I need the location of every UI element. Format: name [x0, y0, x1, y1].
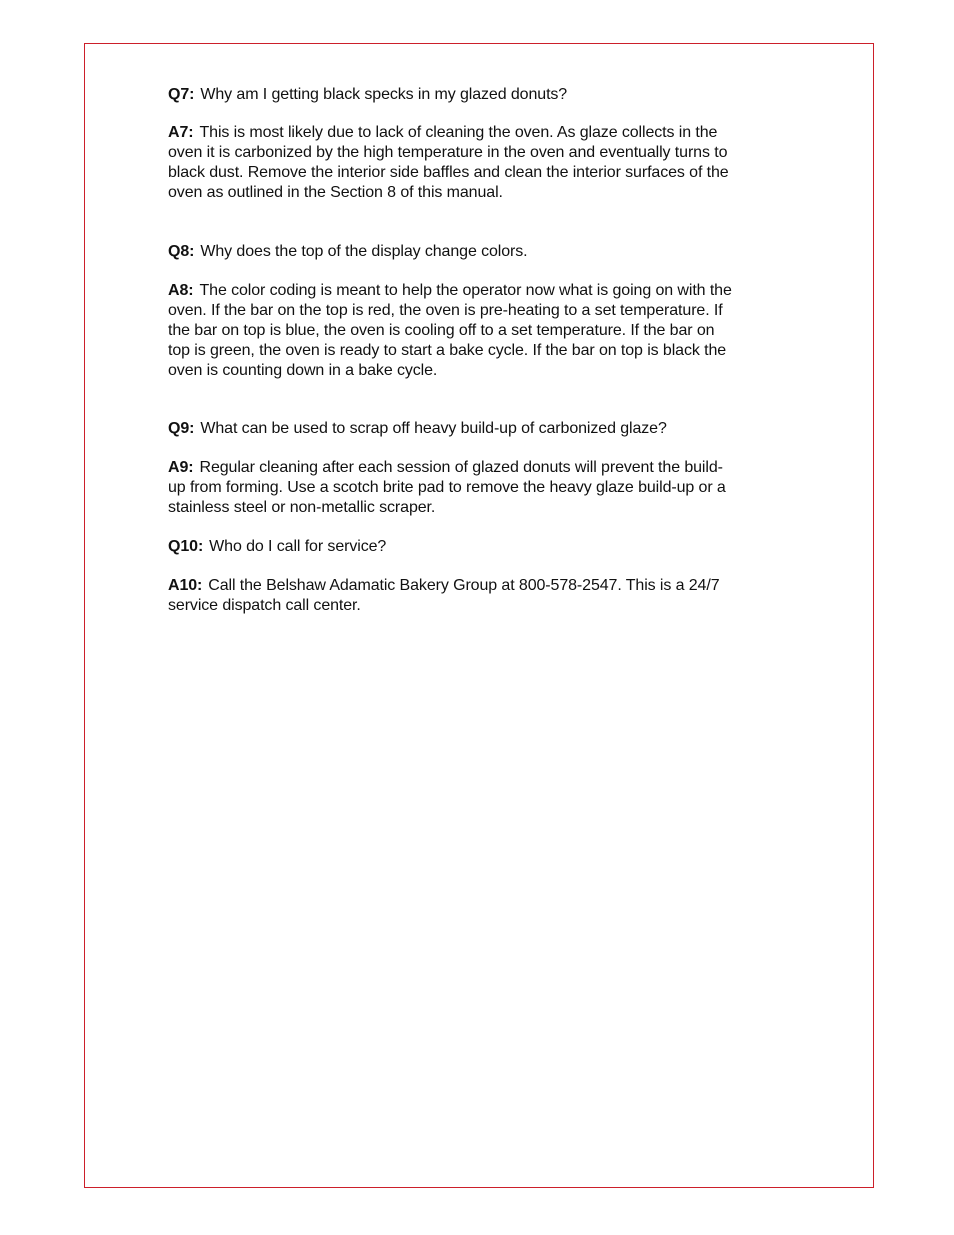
- answer-line: oven. If the bar on the top is red, the oven is pre-heating to a set temperature. If: [168, 302, 723, 319]
- answer-line: [168, 281, 788, 301]
- question-line: [168, 85, 788, 105]
- answer-line: service dispatch call center.: [168, 597, 361, 614]
- question-label: Q8:: [168, 243, 195, 260]
- answer-line: [168, 576, 788, 596]
- answer-a9: [168, 458, 788, 518]
- question-text: Why am I getting black specks in my glazed donuts?: [200, 86, 568, 103]
- answer-label: A10:: [168, 577, 203, 594]
- answer-label: A8:: [168, 282, 194, 299]
- question-text: Why does the top of the display change colors.: [200, 243, 528, 260]
- answer-line: top is green, the oven is ready to start a bake cycle. If the bar on top is black the: [168, 342, 727, 359]
- answer-line: up from forming. Use a scotch brite pad to remove the heavy glaze build-up or a: [168, 479, 726, 496]
- question-q7: [168, 85, 788, 105]
- answer-label: A9:: [168, 459, 194, 476]
- answer-line: oven is counting down in a bake cycle.: [168, 362, 438, 379]
- answer-line: oven it is carbonized by the high temperature in the oven and eventually turns to: [168, 144, 728, 161]
- answer-a10: [168, 576, 788, 616]
- answer-text: This is most likely due to lack of cleaning the oven. As glaze collects in the: [199, 124, 718, 141]
- question-q8: [168, 242, 788, 262]
- answer-a8: [168, 281, 788, 381]
- question-label: Q9:: [168, 420, 195, 437]
- question-line: [168, 242, 788, 262]
- question-q10: [168, 537, 788, 557]
- answer-a7: [168, 123, 788, 203]
- question-text: Who do I call for service?: [209, 538, 387, 555]
- question-text: What can be used to scrap off heavy build-up of carbonized glaze?: [200, 420, 667, 437]
- answer-line: [168, 458, 788, 478]
- question-q9: [168, 419, 788, 439]
- answer-line: oven as outlined in the Section 8 of this manual.: [168, 184, 503, 201]
- answer-line: stainless steel or non-metallic scraper.: [168, 499, 436, 516]
- answer-text: Regular cleaning after each session of glazed donuts will prevent the build-: [199, 459, 723, 476]
- answer-line: [168, 123, 788, 143]
- answer-text: The color coding is meant to help the operator now what is going on with the: [199, 282, 732, 299]
- answer-label: A7:: [168, 124, 194, 141]
- question-label: Q10:: [168, 538, 204, 555]
- answer-text: Call the Belshaw Adamatic Bakery Group at 800-578-2547. This is a 24/7: [208, 577, 720, 594]
- question-line: [168, 537, 788, 557]
- answer-line: the bar on top is blue, the oven is cooling off to a set temperature. If the bar on: [168, 322, 715, 339]
- question-label: Q7:: [168, 86, 195, 103]
- answer-line: black dust. Remove the interior side baffles and clean the interior surfaces of the: [168, 164, 729, 181]
- question-line: [168, 419, 788, 439]
